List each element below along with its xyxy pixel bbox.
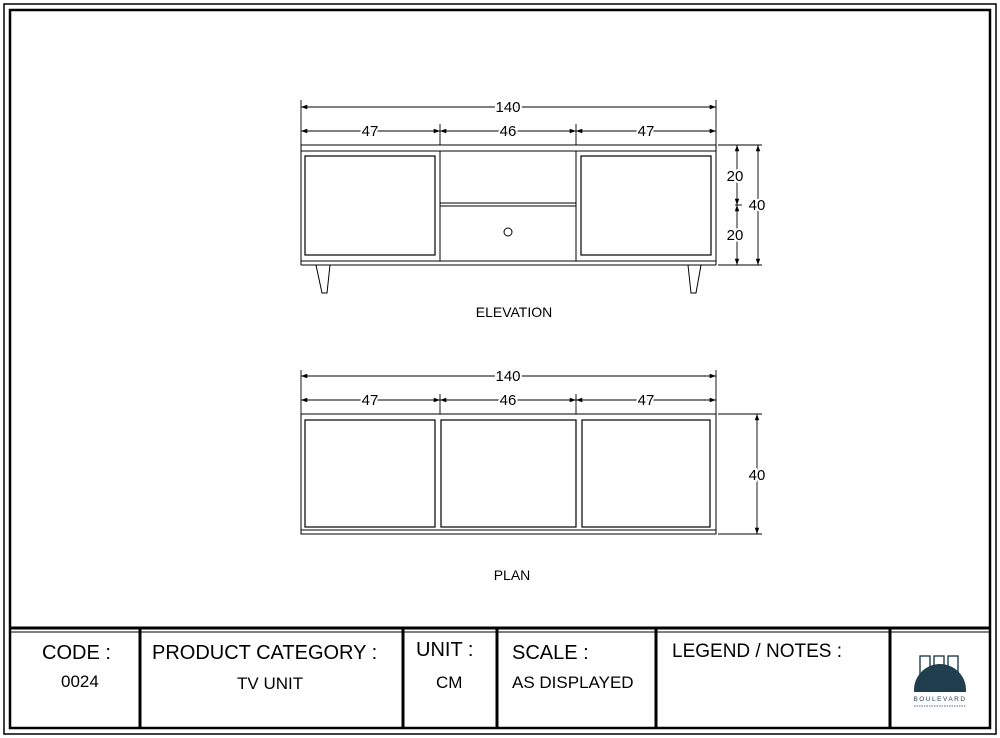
plan-view — [301, 414, 716, 534]
elevation-dim-upper: 20 — [726, 168, 744, 185]
elevation-dimension-labels — [362, 99, 766, 244]
plan-dim-left: 47 — [361, 392, 379, 409]
plan-label: PLAN — [493, 567, 531, 583]
plan-dim-right: 47 — [637, 392, 655, 409]
elevation-dim-overall: 140 — [495, 99, 521, 116]
category-value: TV UNIT — [237, 674, 304, 693]
unit-label: UNIT : — [416, 639, 474, 661]
elevation-dim-middle: 46 — [499, 123, 517, 140]
plan-dim-middle: 46 — [499, 392, 517, 409]
plan-dim-overall: 140 — [495, 368, 521, 385]
plan-dimension-labels — [362, 368, 766, 484]
code-label: CODE : — [42, 642, 111, 664]
elevation-label: ELEVATION — [475, 304, 553, 320]
elevation-dim-right: 47 — [637, 123, 655, 140]
boulevard-logo-icon — [900, 650, 980, 722]
brand-logo — [900, 650, 980, 722]
logo-text: BOULEVARD — [913, 696, 967, 703]
elevation-dim-height: 40 — [748, 197, 766, 214]
notes-label: LEGEND / NOTES : — [672, 641, 842, 662]
category-label: PRODUCT CATEGORY : — [152, 642, 378, 664]
elevation-dim-lower: 20 — [726, 227, 744, 244]
scale-label: SCALE : — [512, 642, 589, 664]
unit-value: CM — [436, 673, 463, 692]
scale-value: AS DISPLAYED — [512, 673, 634, 692]
elevation-dim-left: 47 — [361, 123, 379, 140]
elevation-view — [301, 145, 716, 293]
code-value: 0024 — [61, 672, 99, 691]
plan-dim-depth: 40 — [748, 467, 766, 484]
